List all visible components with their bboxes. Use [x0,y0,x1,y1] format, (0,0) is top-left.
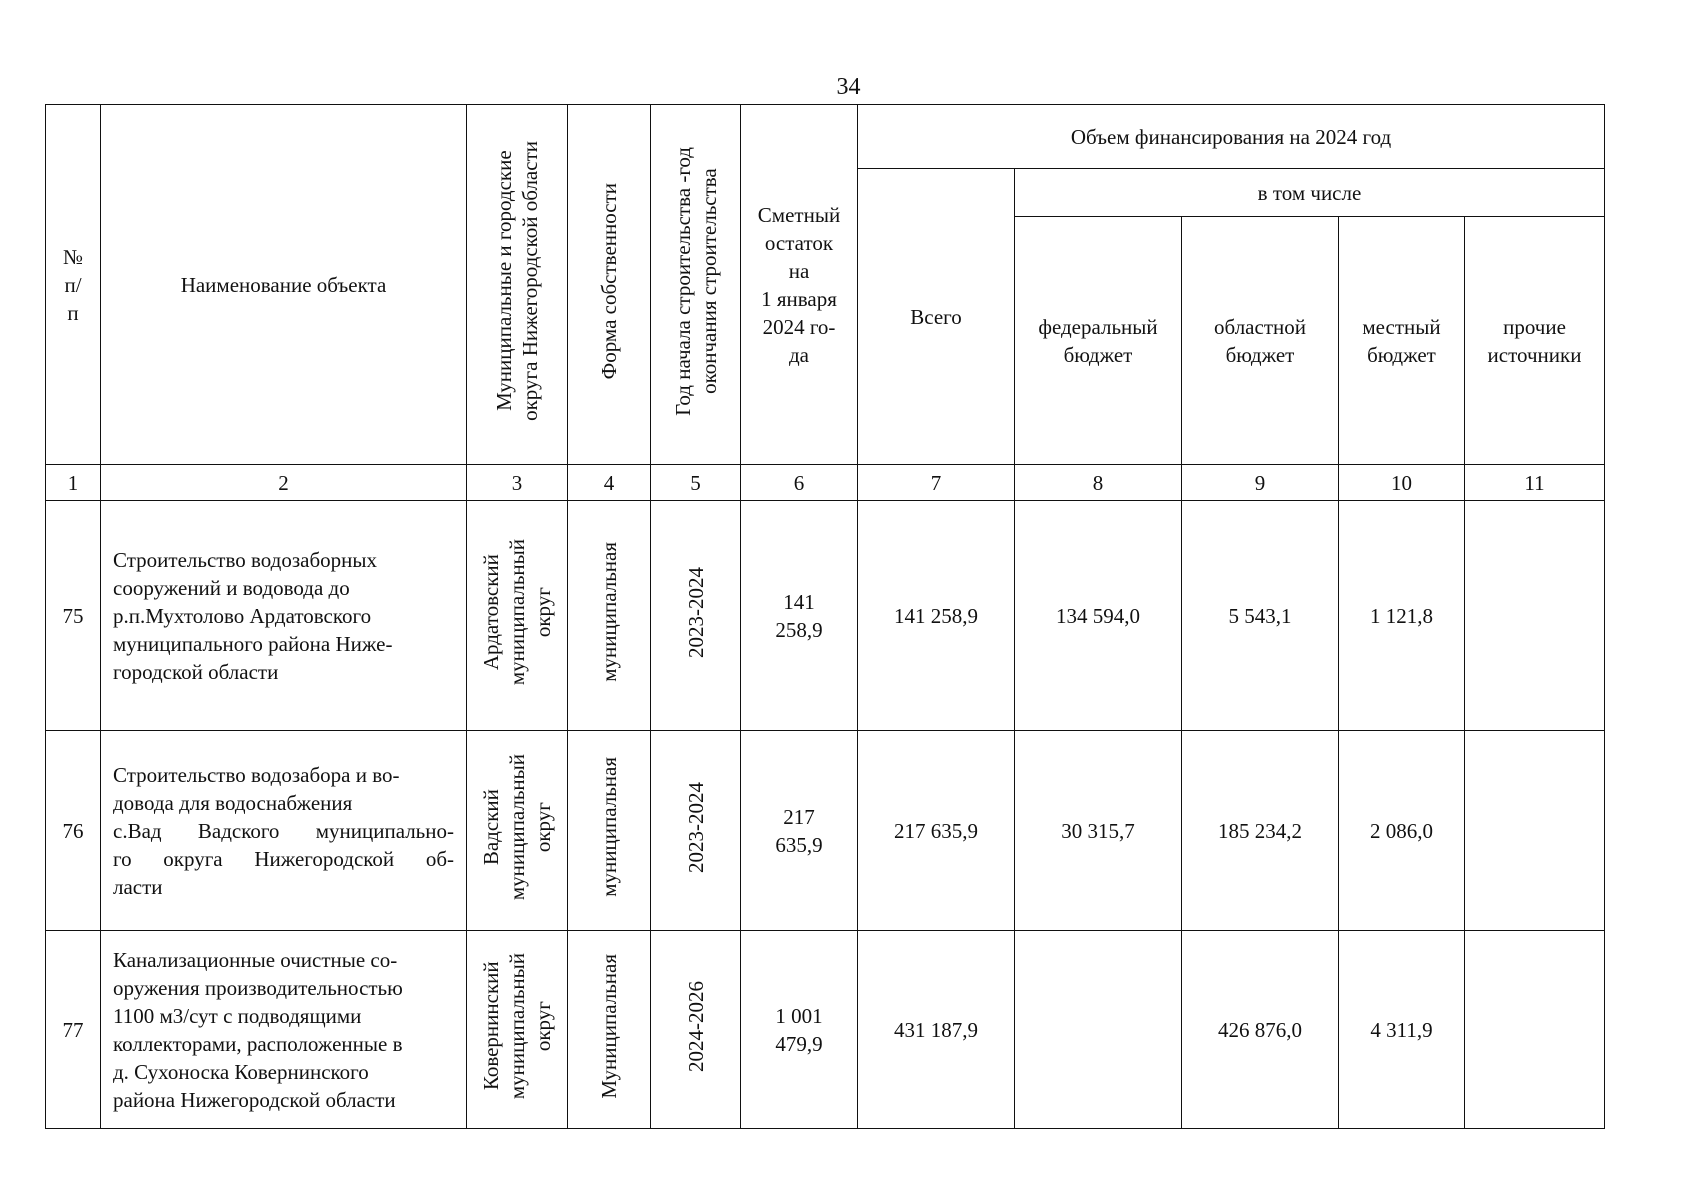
object-name: Канализационные очистные со- оружения производительностью 1100 м3/сут с подводящими коллекторами, расположенные в д. Сухоноска Ковернинского района Нижегородской области [101,931,467,1129]
header-col-ownership: Форма собственности [568,105,651,465]
header-col-total: Всего [858,169,1015,465]
federal-amount [1015,931,1182,1129]
column-numbers-row [46,465,1605,501]
table-row [46,501,1605,731]
header-col-other: прочие источники [1465,217,1605,465]
financing-table [45,104,1605,1129]
ownership: муниципальная [568,731,651,931]
total-amount: 217 635,9 [858,731,1015,931]
column-number: 11 [1465,465,1605,501]
header-col-name: Наименование объекта [101,105,467,465]
row-number: 76 [46,731,101,931]
column-number: 6 [741,465,858,501]
regional-amount: 5 543,1 [1182,501,1339,731]
construction-years: 2023-2024 [651,501,741,731]
row-number: 75 [46,501,101,731]
column-number: 8 [1015,465,1182,501]
table-row [46,731,1605,931]
ownership: Муниципальная [568,931,651,1129]
regional-amount: 426 876,0 [1182,931,1339,1129]
header-row [46,105,1605,169]
federal-amount: 134 594,0 [1015,501,1182,731]
local-amount: 4 311,9 [1339,931,1465,1129]
regional-amount: 185 234,2 [1182,731,1339,931]
estimated-remainder: 217 635,9 [741,731,858,931]
federal-amount: 30 315,7 [1015,731,1182,931]
other-amount [1465,931,1605,1129]
column-number: 4 [568,465,651,501]
construction-years: 2024-2026 [651,931,741,1129]
column-number: 1 [46,465,101,501]
object-name: Строительство водозабора и во- довода для водоснабжения с.Вад Вадского муниципально- го округа Нижегородской об- ласти [101,731,467,931]
estimated-remainder: 1 001 479,9 [741,931,858,1129]
header-col-years: Год начала строительства -год окончания строительства [651,105,741,465]
column-number: 7 [858,465,1015,501]
municipality: Вадский муниципальный округ [467,731,568,931]
estimated-remainder: 141 258,9 [741,501,858,731]
ownership: муниципальная [568,501,651,731]
column-number: 2 [101,465,467,501]
column-number: 10 [1339,465,1465,501]
header-col-remainder: Сметный остаток на 1 января 2024 го- да [741,105,858,465]
total-amount: 141 258,9 [858,501,1015,731]
header-financing-title: Объем финансирования на 2024 год [858,105,1605,169]
local-amount: 1 121,8 [1339,501,1465,731]
header-col-num: № п/ п [46,105,101,465]
header-col-municipality: Муниципальные и городские округа Нижегородской области [467,105,568,465]
header-col-local: местный бюджет [1339,217,1465,465]
header-col-federal: федеральный бюджет [1015,217,1182,465]
header-including: в том числе [1015,169,1605,217]
header-col-regional: областной бюджет [1182,217,1339,465]
municipality: Ардатовский муниципальный округ [467,501,568,731]
municipality: Ковернинский муниципальный округ [467,931,568,1129]
column-number: 9 [1182,465,1339,501]
construction-years: 2023-2024 [651,731,741,931]
table-row [46,931,1605,1129]
column-number: 5 [651,465,741,501]
object-name: Строительство водозаборных сооружений и водовода до р.п.Мухтолово Ардатовского муниципального района Ниже- городской области [101,501,467,731]
total-amount: 431 187,9 [858,931,1015,1129]
other-amount [1465,501,1605,731]
local-amount: 2 086,0 [1339,731,1465,931]
other-amount [1465,731,1605,931]
row-number: 77 [46,931,101,1129]
page-number: 34 [836,74,861,100]
column-number: 3 [467,465,568,501]
